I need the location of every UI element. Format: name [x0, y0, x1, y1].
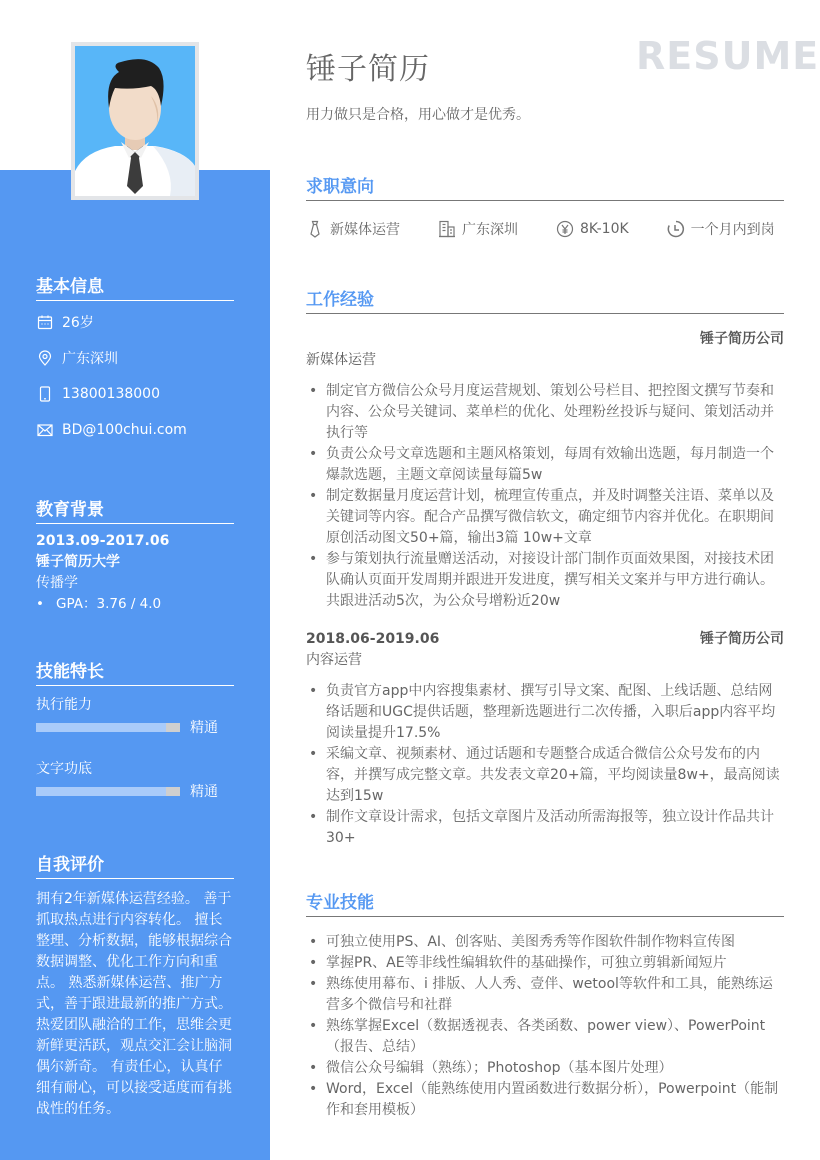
skill-progress-fill — [36, 787, 166, 796]
gpa-value: GPA：3.76 / 4.0 — [56, 596, 162, 612]
skill-progress-fill — [36, 723, 166, 732]
location-icon — [36, 349, 54, 367]
education-major: 传播学 — [36, 575, 78, 591]
avatar — [75, 46, 195, 196]
info-location — [36, 340, 234, 376]
education-section — [36, 498, 234, 615]
info-phone — [36, 376, 234, 412]
job-company: 锤子简历公司 — [700, 331, 784, 347]
section-title: 技能特长 — [36, 660, 234, 686]
clock-icon — [667, 220, 685, 238]
self-eval-text: 拥有2年新媒体运营经验。 善于抓取热点进行内容转化。 擅长整理、分析数据，能够根据综合数据调整、优化工作方向和重点。 熟悉新媒体运营、推广方式，善于跟进最新的推广方式。热爱团队融洽的工作，思维会更新鲜更活跃，观点交汇会让脑洞偶尔新奇。 有责任心，认真仔细有耐心，可以接受适度而有挑战性的任务。 — [36, 891, 232, 1117]
pro-skills-list — [306, 932, 784, 1121]
phone-value[interactable]: 13800138000 — [62, 386, 160, 402]
list-item: • 掌握PR、AE等非线性编辑软件的基础操作，可独立剪辑新闻短片 — [306, 953, 784, 974]
list-item: • 可独立使用PS、AI、创客贴、美图秀秀等作图软件制作物料宣传图 — [306, 932, 784, 953]
list-item: • 微信公众号编辑（熟练）；Photoshop（基本图片处理） — [306, 1058, 784, 1079]
info-age — [36, 304, 234, 340]
section-title: 自我评价 — [36, 853, 234, 879]
section-title: 求职意向 — [306, 175, 784, 201]
list-item: • 熟练掌握Excel（数据透视表、各类函数、power view）、PowerPoint（报告、总结） — [306, 1016, 784, 1058]
skill-name: 执行能力 — [36, 697, 92, 713]
intent-salary — [556, 220, 629, 238]
skill-progress-bar — [36, 723, 180, 732]
education-date: 2013.09-2017.06 — [36, 533, 170, 549]
resume-name: 锤子简历 — [306, 52, 430, 87]
job-duties — [306, 381, 784, 612]
info-email — [36, 412, 234, 448]
self-eval-section — [36, 853, 234, 1120]
job-entry — [306, 629, 784, 849]
basic-info-section — [36, 275, 234, 448]
intent-position — [306, 219, 400, 239]
job-entry — [306, 329, 784, 612]
experience-section — [306, 288, 784, 849]
skills-section — [36, 660, 234, 801]
phone-icon — [36, 385, 54, 403]
job-role: 新媒体运营 — [306, 352, 376, 368]
skill-level: 精通 — [190, 720, 218, 736]
skill-item — [36, 759, 234, 801]
avatar-frame — [71, 42, 199, 200]
motto: 用力做只是合格，用心做才是优秀。 — [306, 107, 530, 123]
skill-level: 精通 — [190, 784, 218, 800]
section-title: 工作经验 — [306, 288, 784, 314]
yen-icon — [556, 220, 574, 238]
email-value[interactable]: BD@100chui.com — [62, 422, 187, 438]
resume-watermark: RESUME — [636, 34, 820, 78]
calendar-icon — [36, 313, 54, 331]
location-value: 广东深圳 — [62, 351, 118, 367]
job-role: 内容运营 — [306, 652, 362, 668]
skill-item — [36, 695, 234, 737]
intent-salary-value: 8K-10K — [580, 221, 629, 237]
tie-icon — [306, 220, 324, 238]
job-date: 2018.06-2019.06 — [306, 631, 440, 647]
education-gpa — [36, 594, 234, 615]
list-item: • 负责公众号文章选题和主题风格策划，每周有效输出选题，每月制造一个爆款选题，主题文章阅读量每篇5w — [306, 444, 784, 486]
section-title: 基本信息 — [36, 275, 234, 301]
job-duties — [306, 681, 784, 849]
list-item: • 制定官方微信公众号月度运营规划、策划公号栏目、把控图文撰写节奏和内容、公众号关键词、菜单栏的优化、处理粉丝投诉与疑问、策划活动并执行等 — [306, 381, 784, 444]
avatar-illustration-icon — [75, 46, 195, 196]
age-value: 26岁 — [62, 315, 94, 331]
pro-skills-section — [306, 891, 784, 1121]
bullet-dot: • — [36, 596, 44, 612]
list-item: • 制作文章设计需求，包括文章图片及活动所需海报等，独立设计作品共计30+ — [306, 807, 784, 849]
intent-availability-value: 一个月内到岗 — [690, 222, 775, 238]
intent-section — [306, 175, 784, 239]
building-icon — [438, 220, 456, 238]
intent-availability — [667, 219, 775, 239]
intent-city-value: 广东深圳 — [462, 222, 518, 238]
section-title: 专业技能 — [306, 891, 784, 917]
education-school: 锤子简历大学 — [36, 554, 120, 570]
list-item: • 熟练使用幕布、i 排版、人人秀、壹伴、wetool等软件和工具，能熟练运营多个微信号和社群 — [306, 974, 784, 1016]
list-item: • 采编文章、视频素材、通过话题和专题整合成适合微信公众号发布的内容，并撰写成完整文章。共发表文章20+篇，平均阅读量8w+，最高阅读达到15w — [306, 744, 784, 807]
list-item: • 参与策划执行流量赠送活动，对接设计部门制作页面效果图，对接技术团队确认页面开发周期并跟进开发进度，撰写相关文案并与甲方进行确认。共跟进活动5次，为公众号增粉近20w — [306, 549, 784, 612]
skill-name: 文字功底 — [36, 761, 92, 777]
mail-icon — [36, 421, 54, 439]
list-item: • Word，Excel（能熟练使用内置函数进行数据分析），Powerpoint（能制作和套用模板） — [306, 1079, 784, 1121]
intent-position-value: 新媒体运营 — [330, 222, 400, 238]
intent-city — [438, 219, 518, 239]
skill-progress-bar — [36, 787, 180, 796]
job-company: 锤子简历公司 — [700, 631, 784, 647]
list-item: • 负责官方app中内容搜集素材、撰写引导文案、配图、上线话题、总结网络话题和UGC提供话题，整理新选题进行二次传播，入职后app内容平均阅读量提升17.5% — [306, 681, 784, 744]
section-title: 教育背景 — [36, 498, 234, 524]
list-item: • 制定数据量月度运营计划，梳理宣传重点，并及时调整关注语、菜单以及关键词等内容。配合产品撰写微信软文，确定细节内容并优化。在职期间原创活动图文50+篇，输出3篇 10w+文章 — [306, 486, 784, 549]
